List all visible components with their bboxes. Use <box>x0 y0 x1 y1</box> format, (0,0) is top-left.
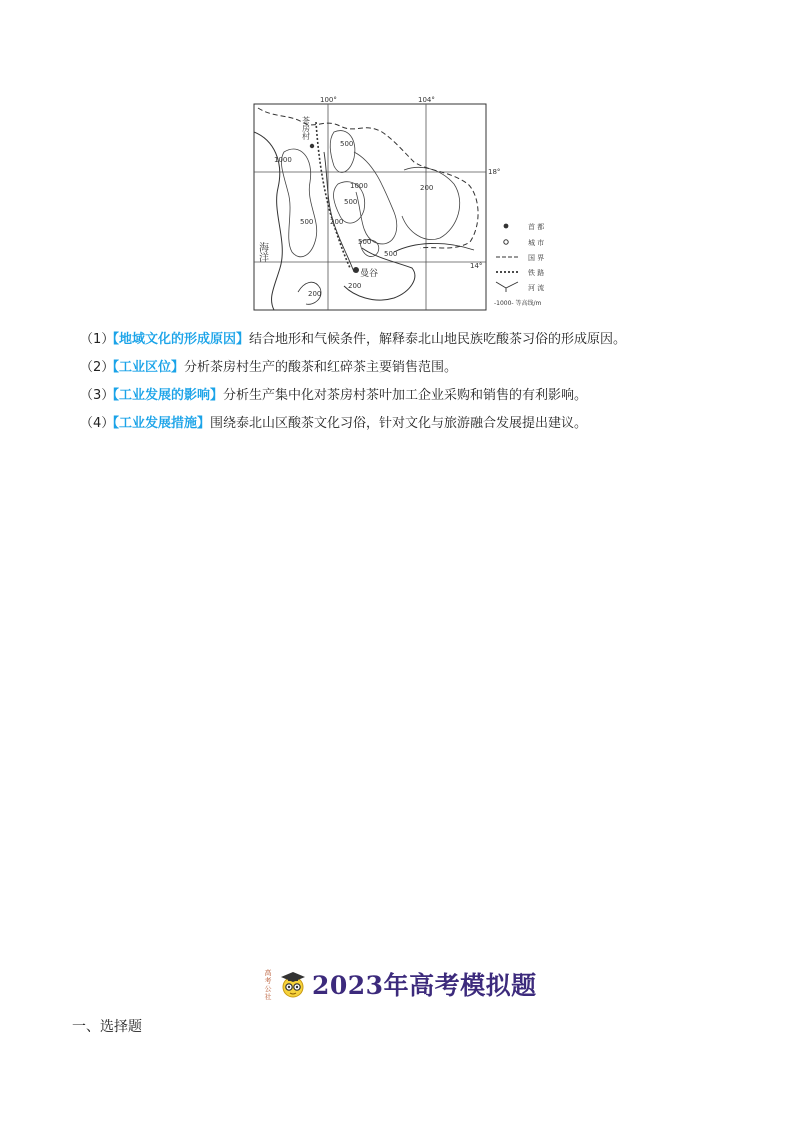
legend-label-capital: 首 都 <box>528 223 545 231</box>
contour-label: 500 <box>344 198 358 206</box>
question-item <box>80 326 720 354</box>
question-text: 分析茶房村生产的酸茶和红碎茶主要销售范围。 <box>184 360 458 375</box>
capital-marker <box>353 267 359 273</box>
city-legend-symbol <box>504 240 508 244</box>
question-tag: 【地域文化的形成原因】 <box>106 332 250 347</box>
contour-west <box>281 149 316 257</box>
contour-label: 500 <box>300 218 314 226</box>
village-marker <box>310 144 314 148</box>
question-tag: 【工业发展措施】 <box>106 416 211 431</box>
section-banner <box>262 964 537 1004</box>
legend-label-contour: -1000- 等高线/m <box>494 300 542 307</box>
contour-label: 1000 <box>274 156 292 164</box>
sea-label: 海洋 <box>256 242 268 262</box>
lon-label-100: 100° <box>320 96 337 104</box>
village-label: 茶房村 <box>301 116 311 140</box>
map-legend <box>494 222 544 307</box>
contour-label: 500 <box>384 250 398 258</box>
svg-text:高: 高 <box>264 969 272 977</box>
contour-north <box>330 131 355 173</box>
contour-label: 500 <box>340 140 354 148</box>
svg-text:社: 社 <box>264 993 272 1001</box>
contour-label: 500 <box>358 238 372 246</box>
question-text: 围绕泰北山区酸茶文化习俗，针对文化与旅游融合发展提出建议。 <box>210 416 588 431</box>
legend-label-city: 城 市 <box>528 239 545 247</box>
contour-label: 200 <box>420 184 434 192</box>
lat-label-18: 18° <box>488 168 501 176</box>
question-tag: 【工业发展的影响】 <box>106 388 224 403</box>
question-item <box>80 410 720 438</box>
contour-label: 200 <box>330 218 344 226</box>
capital-legend-symbol <box>504 224 509 229</box>
map-svg <box>244 92 584 314</box>
contour-plateau-edge <box>354 152 397 244</box>
lon-label-104: 104° <box>418 96 435 104</box>
question-list <box>80 326 720 438</box>
river-main <box>324 152 354 272</box>
graduate-mascot-icon <box>278 969 308 999</box>
legend-label-river: 河 流 <box>528 284 545 292</box>
svg-text:公: 公 <box>264 985 272 993</box>
question-number: （1） <box>80 332 115 347</box>
svg-text:考: 考 <box>264 977 272 985</box>
question-text: 结合地形和气候条件，解释泰北山地民族吃酸茶习俗的形成原因。 <box>249 332 627 347</box>
question-item <box>80 382 720 410</box>
gulf-coastline <box>344 248 415 300</box>
legend-label-border: 国 界 <box>528 254 545 262</box>
contour-label: 200 <box>308 290 322 298</box>
contour-east <box>402 167 460 239</box>
lat-label-14: 14° <box>470 262 483 270</box>
question-tag: 【工业区位】 <box>106 360 185 375</box>
capital-label: 曼谷 <box>360 269 379 279</box>
seal-logo <box>262 966 274 1002</box>
thailand-topographic-map <box>244 92 584 314</box>
national-border <box>258 108 478 248</box>
question-number: （2） <box>80 360 115 375</box>
contour-label: 200 <box>348 282 362 290</box>
question-text: 分析生产集中化对茶房村茶叶加工企业采购和销售的有利影响。 <box>223 388 588 403</box>
question-number: （3） <box>80 388 115 403</box>
banner-title: 2023年高考模拟题 <box>312 971 537 1000</box>
contour-label: 1000 <box>350 182 368 190</box>
legend-label-railway: 铁 路 <box>528 269 545 277</box>
question-number: （4） <box>80 416 115 431</box>
question-item <box>80 354 720 382</box>
section-heading: 一、选择题 <box>72 1019 142 1035</box>
map-frame <box>254 104 486 310</box>
river-legend-symbol <box>496 282 518 292</box>
